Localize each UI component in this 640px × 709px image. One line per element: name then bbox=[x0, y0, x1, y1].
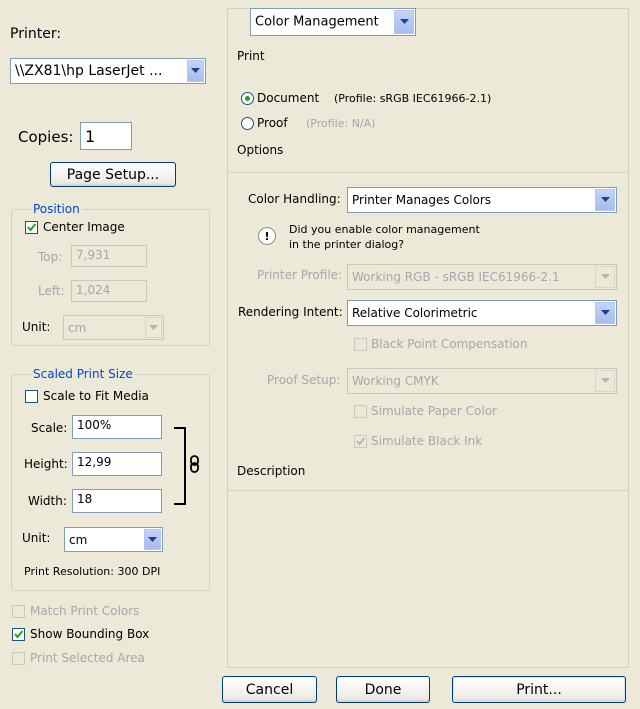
scaled-unit-select[interactable] bbox=[64, 527, 163, 552]
height-input[interactable]: 12,99 bbox=[72, 452, 162, 476]
rendering-intent-value: Relative Colorimetric bbox=[352, 306, 478, 320]
chevron-down-icon[interactable] bbox=[595, 302, 615, 324]
constrain-bracket bbox=[174, 427, 186, 505]
warning-text-line1: Did you enable color management bbox=[289, 223, 480, 236]
options-heading: Options bbox=[237, 143, 284, 157]
chevron-down-icon[interactable] bbox=[144, 529, 161, 550]
page-setup-button[interactable]: Page Setup... bbox=[50, 162, 176, 187]
match-print-colors-label: Match Print Colors bbox=[30, 604, 140, 618]
description-heading: Description bbox=[237, 464, 306, 478]
show-bounding-box-label: Show Bounding Box bbox=[30, 627, 150, 641]
warning-text-line2: in the printer dialog? bbox=[289, 238, 405, 251]
proof-setup-value: Working CMYK bbox=[352, 374, 439, 388]
chevron-down-icon[interactable] bbox=[145, 317, 162, 338]
proof-label: Proof bbox=[257, 116, 288, 130]
print-resolution: Print Resolution: 300 DPI bbox=[24, 565, 161, 578]
simulate-ink-label: Simulate Black Ink bbox=[371, 434, 483, 448]
chain-link-icon[interactable] bbox=[188, 455, 202, 473]
simulate-paper-label: Simulate Paper Color bbox=[371, 404, 497, 418]
scale-to-fit-label: Scale to Fit Media bbox=[43, 389, 149, 403]
left-label: Left: bbox=[38, 284, 65, 298]
done-button[interactable]: Done bbox=[336, 676, 430, 703]
top-label: Top: bbox=[38, 250, 63, 264]
print-selected-area-checkbox[interactable] bbox=[12, 652, 25, 665]
proof-profile: (Profile: N/A) bbox=[306, 117, 376, 130]
scale-to-fit-checkbox[interactable] bbox=[25, 390, 38, 403]
copies-input[interactable]: 1 bbox=[80, 122, 132, 150]
center-image-checkbox[interactable] bbox=[25, 221, 38, 234]
panel-mode-value: Color Management bbox=[255, 14, 379, 30]
printer-profile-select[interactable] bbox=[347, 264, 617, 290]
center-image-label: Center Image bbox=[43, 220, 125, 234]
printer-select[interactable] bbox=[10, 58, 206, 84]
options-separator bbox=[228, 172, 628, 173]
chevron-down-icon[interactable] bbox=[187, 60, 204, 82]
printer-select-value: \\ZX81\hp LaserJet ... bbox=[15, 63, 163, 79]
warning-icon: ! bbox=[258, 227, 276, 245]
width-label: Width: bbox=[28, 494, 67, 508]
copies-label: Copies: bbox=[18, 128, 74, 146]
printer-profile-label: Printer Profile: bbox=[257, 268, 343, 282]
left-input[interactable]: 1,024 bbox=[71, 280, 147, 302]
checkmark-icon bbox=[355, 436, 366, 447]
chevron-down-icon[interactable] bbox=[394, 10, 414, 34]
scaled-unit-value: cm bbox=[69, 532, 88, 547]
position-title: Position bbox=[33, 202, 80, 216]
print-selected-area-label: Print Selected Area bbox=[30, 651, 145, 665]
printer-profile-value: Working RGB - sRGB IEC61966-2.1 bbox=[352, 270, 560, 284]
chevron-down-icon[interactable] bbox=[595, 189, 615, 211]
color-handling-select[interactable] bbox=[347, 187, 617, 213]
chevron-down-icon[interactable] bbox=[595, 266, 615, 288]
checkmark-icon bbox=[26, 222, 37, 233]
position-unit-value: cm bbox=[68, 320, 87, 335]
scaled-unit-label: Unit: bbox=[22, 531, 51, 545]
match-print-colors-checkbox[interactable] bbox=[12, 605, 25, 618]
position-unit-select[interactable] bbox=[63, 315, 164, 340]
description-separator bbox=[228, 490, 628, 491]
rendering-intent-label: Rendering Intent: bbox=[238, 305, 343, 319]
printer-label: Printer: bbox=[10, 26, 62, 42]
position-unit-label: Unit: bbox=[22, 320, 51, 334]
scale-label: Scale: bbox=[31, 421, 68, 435]
scaled-title: Scaled Print Size bbox=[33, 367, 133, 381]
proof-radio[interactable] bbox=[241, 117, 254, 130]
print-heading: Print bbox=[237, 49, 265, 63]
simulate-paper-checkbox[interactable] bbox=[354, 405, 367, 418]
simulate-ink-checkbox[interactable] bbox=[354, 435, 367, 448]
document-radio[interactable] bbox=[241, 92, 254, 105]
proof-setup-select[interactable] bbox=[347, 368, 617, 394]
top-input[interactable]: 7,931 bbox=[71, 245, 147, 267]
color-handling-label: Color Handling: bbox=[248, 192, 341, 206]
black-point-label: Black Point Compensation bbox=[371, 337, 528, 351]
document-label: Document bbox=[257, 91, 320, 105]
show-bounding-box-checkbox[interactable] bbox=[12, 628, 25, 641]
black-point-checkbox[interactable] bbox=[354, 338, 367, 351]
proof-setup-label: Proof Setup: bbox=[267, 373, 341, 387]
rendering-intent-select[interactable] bbox=[347, 300, 617, 326]
panel-mode-select[interactable] bbox=[250, 8, 416, 36]
scale-input[interactable]: 100% bbox=[72, 415, 162, 439]
checkmark-icon bbox=[13, 629, 24, 640]
color-handling-value: Printer Manages Colors bbox=[352, 193, 492, 207]
document-profile: (Profile: sRGB IEC61966-2.1) bbox=[334, 92, 492, 105]
height-label: Height: bbox=[24, 457, 68, 471]
print-button[interactable]: Print... bbox=[452, 676, 626, 703]
width-input[interactable]: 18 bbox=[72, 489, 162, 513]
chevron-down-icon[interactable] bbox=[595, 370, 615, 392]
cancel-button[interactable]: Cancel bbox=[222, 676, 317, 703]
